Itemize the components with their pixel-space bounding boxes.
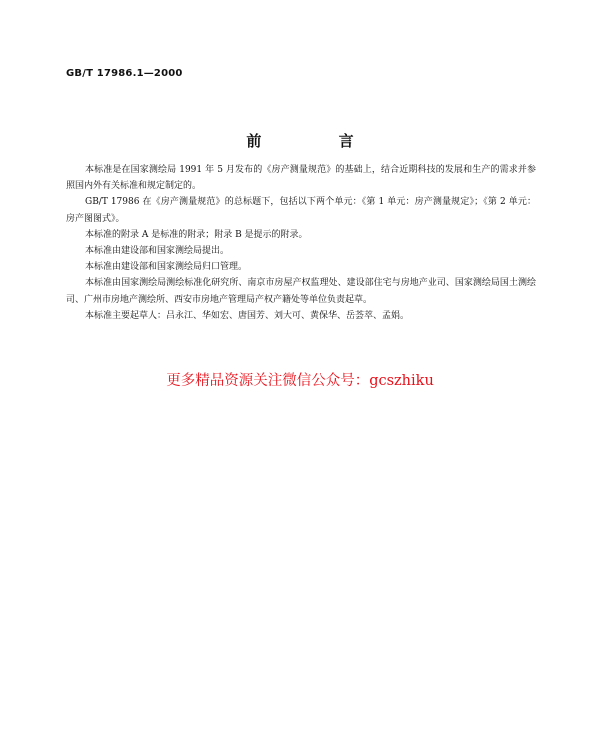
page-title: 前 言 [246,132,390,150]
paragraph-basis: 本标准是在国家测绘局 1991 年 5 月发布的《房产测量规范》的基础上，结合近期科技的发展和生产的需求并参照国内外有关标准和规定制定的。 [66,165,536,192]
preface-body [66,162,536,324]
paragraph-drafting-units: 本标准由国家测绘局测绘标准化研究所、南京市房屋产权监理处、建设部住宅与房地产业司、国家测绘局国土测绘司、广州市房地产测绘所、西安市房地产管理局产权产籍处等单位负责起草。 [66,278,536,305]
paragraph-drafters: 本标准主要起草人：吕永江、华如宏、唐国芳、刘大可、黄保华、岳荟萃、孟娟。 [85,310,410,321]
paragraph-appendix: 本标准的附录 A 是标准的附录；附录 B 是提示的附录。 [85,229,308,240]
paragraph-managed-by: 本标准由建设部和国家测绘局归口管理。 [85,262,248,273]
paragraph-units: GB/T 17986 在《房产测量规范》的总标题下，包括以下两个单元：《第 1 单元：房产测量规定》；《第 2 单元：房产图图式》。 [66,197,536,224]
paragraph-proposed-by: 本标准由建设部和国家测绘局提出。 [85,246,230,257]
promo-watermark-text: 更多精品资源关注微信公众号：gcszhiku [166,373,434,389]
standard-code: GB/T 17986.1—2000 [66,68,183,79]
